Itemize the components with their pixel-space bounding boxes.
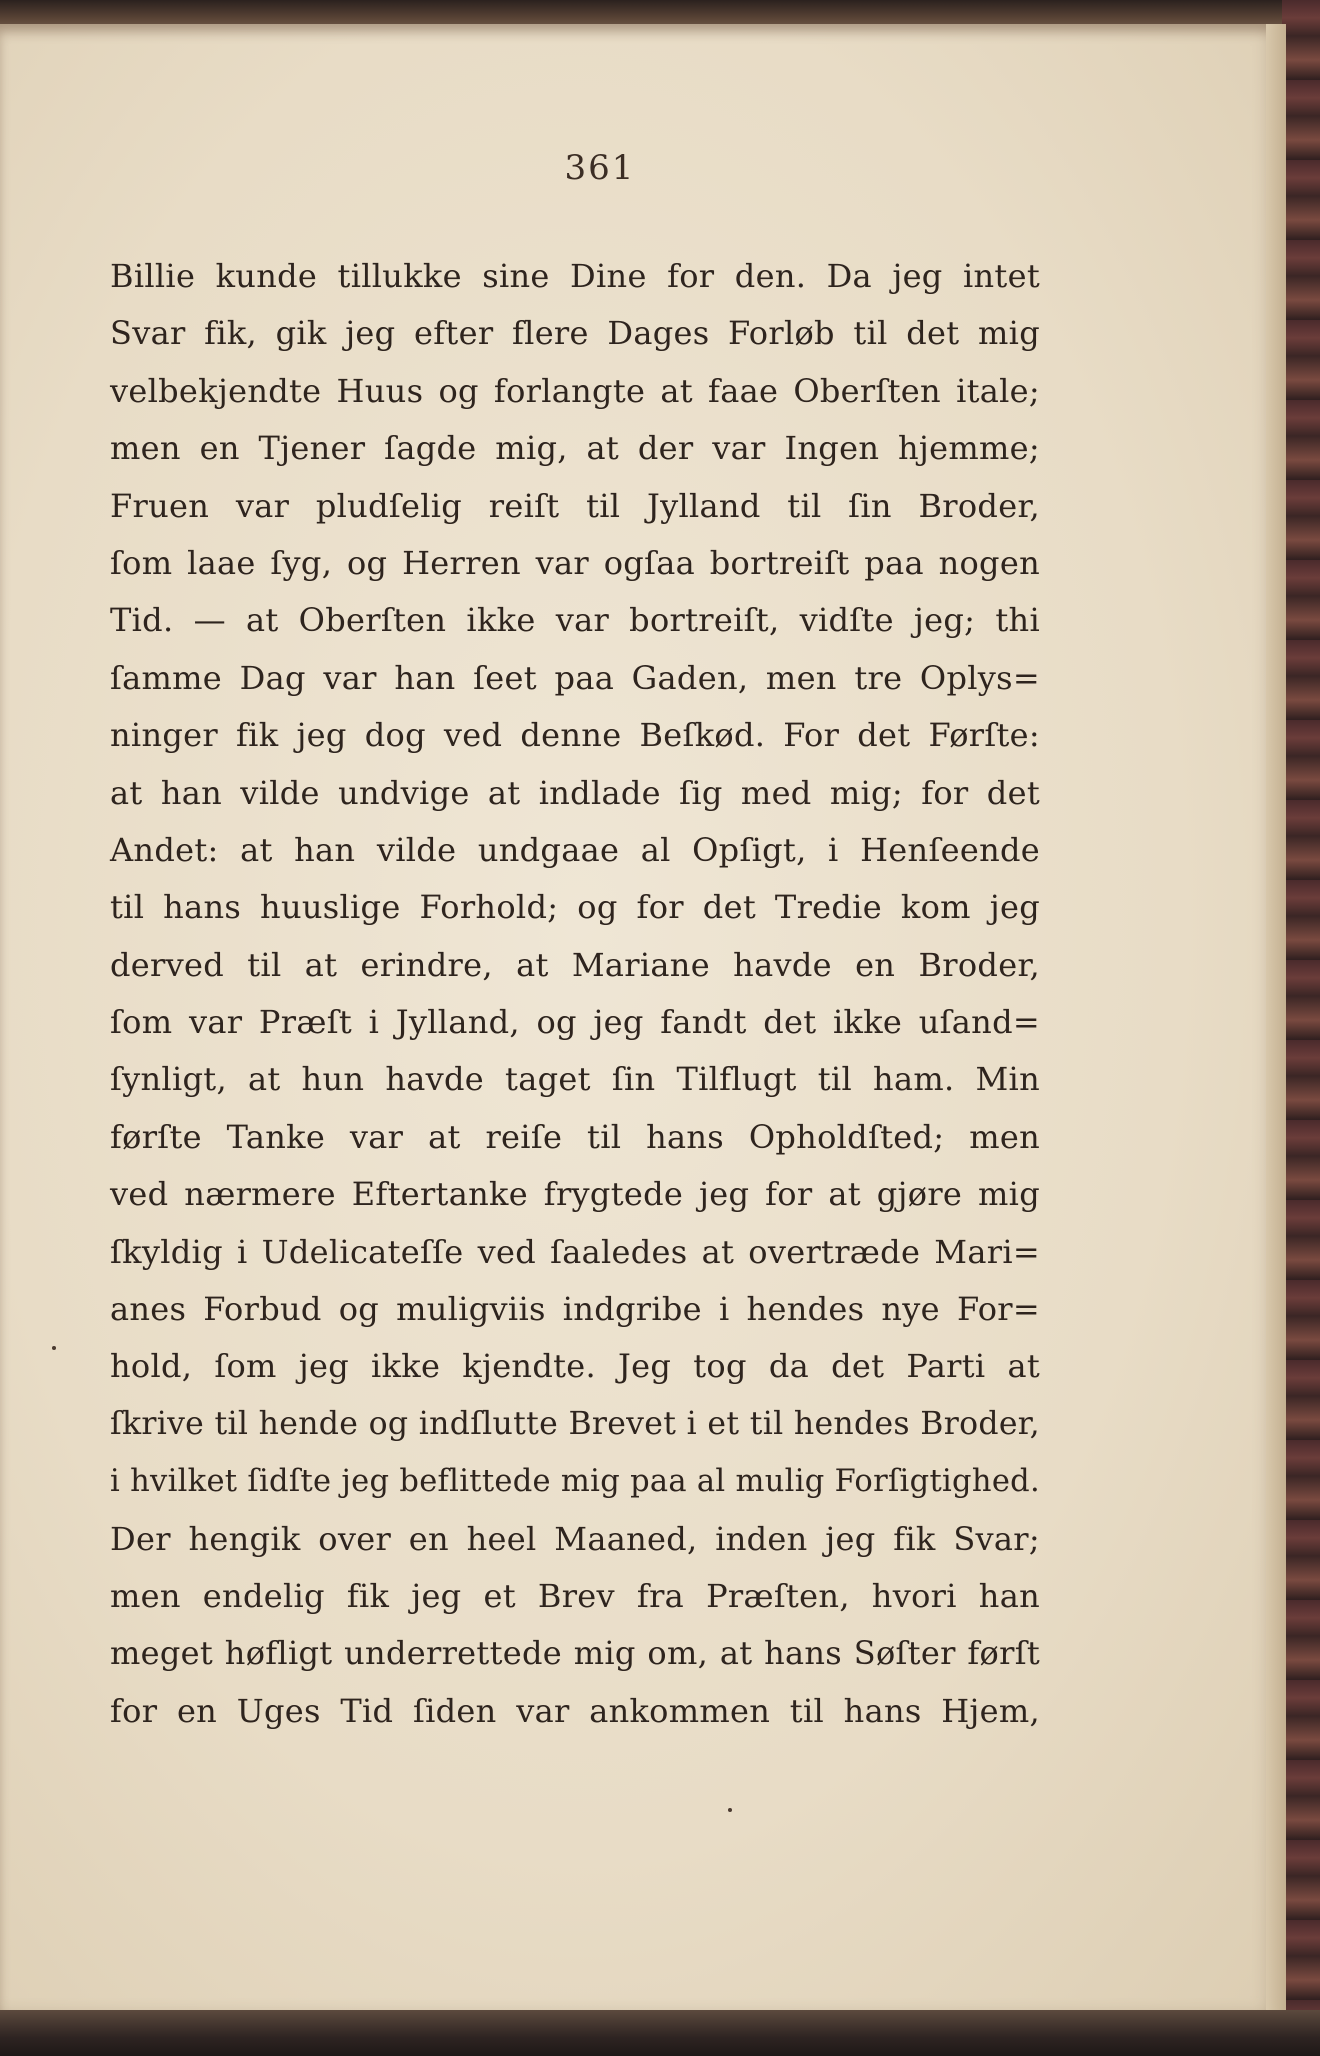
text-line: men en Tjener ſagde mig, at der var Ingen hjemme; — [110, 429, 1040, 468]
text-line: ninger fik jeg dog ved denne Beſkød. For det Førſte: — [110, 716, 1040, 755]
text-line: i hvilket ſidſte jeg beflittede mig paa al mulig Forſigtighed. — [110, 1464, 1040, 1500]
text-line: Andet: at han vilde undgaae al Opſigt, i Henſeende — [110, 830, 1040, 869]
paper-speck — [52, 1346, 56, 1350]
text-line: Svar fik, gik jeg efter flere Dages Forløb til det mig — [110, 314, 1040, 353]
text-line: anes Forbud og muligviis indgribe i hendes nye For= — [110, 1290, 1040, 1329]
paper-speck — [728, 1808, 732, 1812]
text-line: Der hengik over en heel Maaned, inden jeg fik Svar; — [110, 1519, 1040, 1558]
text-line: til hans huuslige Forhold; og for det Tredie kom jeg — [110, 888, 1040, 927]
text-line: hold, ſom jeg ikke kjendte. Jeg tog da det Parti at — [110, 1347, 1040, 1386]
book-binding-right — [1282, 0, 1320, 2056]
page-number: 361 — [564, 148, 636, 188]
text-line: derved til at erindre, at Mariane havde en Broder, — [110, 945, 1040, 984]
body-text — [110, 248, 1040, 1740]
text-line: velbekjendte Huus og forlangte at faae Oberſten itale; — [110, 371, 1040, 410]
page-edge — [1266, 24, 1286, 2018]
text-line: Fruen var pludſelig reiſt til Jylland til ſin Broder, — [110, 486, 1040, 525]
text-line: men endelig fik jeg et Brev fra Præſten, hvori han — [110, 1576, 1040, 1615]
text-line: for en Uges Tid ſiden var ankommen til hans Hjem, — [110, 1691, 1040, 1730]
book-binding-bottom — [0, 2010, 1320, 2056]
text-line: førſte Tanke var at reiſe til hans Opholdſted; men — [110, 1117, 1040, 1156]
text-line: ſom laae ſyg, og Herren var ogſaa bortreiſt paa nogen — [110, 543, 1040, 582]
text-line: ſynligt, at hun havde taget ſin Tilflugt til ham. Min — [110, 1060, 1040, 1099]
text-line: ſkrive til hende og indſlutte Brevet i et til hendes Broder, — [110, 1405, 1040, 1442]
text-line: Tid. — at Oberſten ikke var bortreiſt, vidſte jeg; thi — [110, 601, 1040, 640]
text-line: meget høfligt underrettede mig om, at hans Søſter førſt — [110, 1634, 1040, 1673]
text-line: ſamme Dag var han ſeet paa Gaden, men tre Oplys= — [110, 658, 1040, 697]
text-line: ſkyldig i Udelicateſſe ved ſaaledes at overtræde Mari= — [110, 1232, 1040, 1271]
text-line: at han vilde undvige at indlade ſig med mig; for det — [110, 773, 1040, 812]
text-line: ſom var Præſt i Jylland, og jeg fandt det ikke uſand= — [110, 1003, 1040, 1042]
text-line: Billie kunde tillukke sine Dine for den. Da jeg intet — [110, 257, 1040, 295]
text-line: ved nærmere Eftertanke frygtede jeg for at gjøre mig — [110, 1175, 1040, 1214]
